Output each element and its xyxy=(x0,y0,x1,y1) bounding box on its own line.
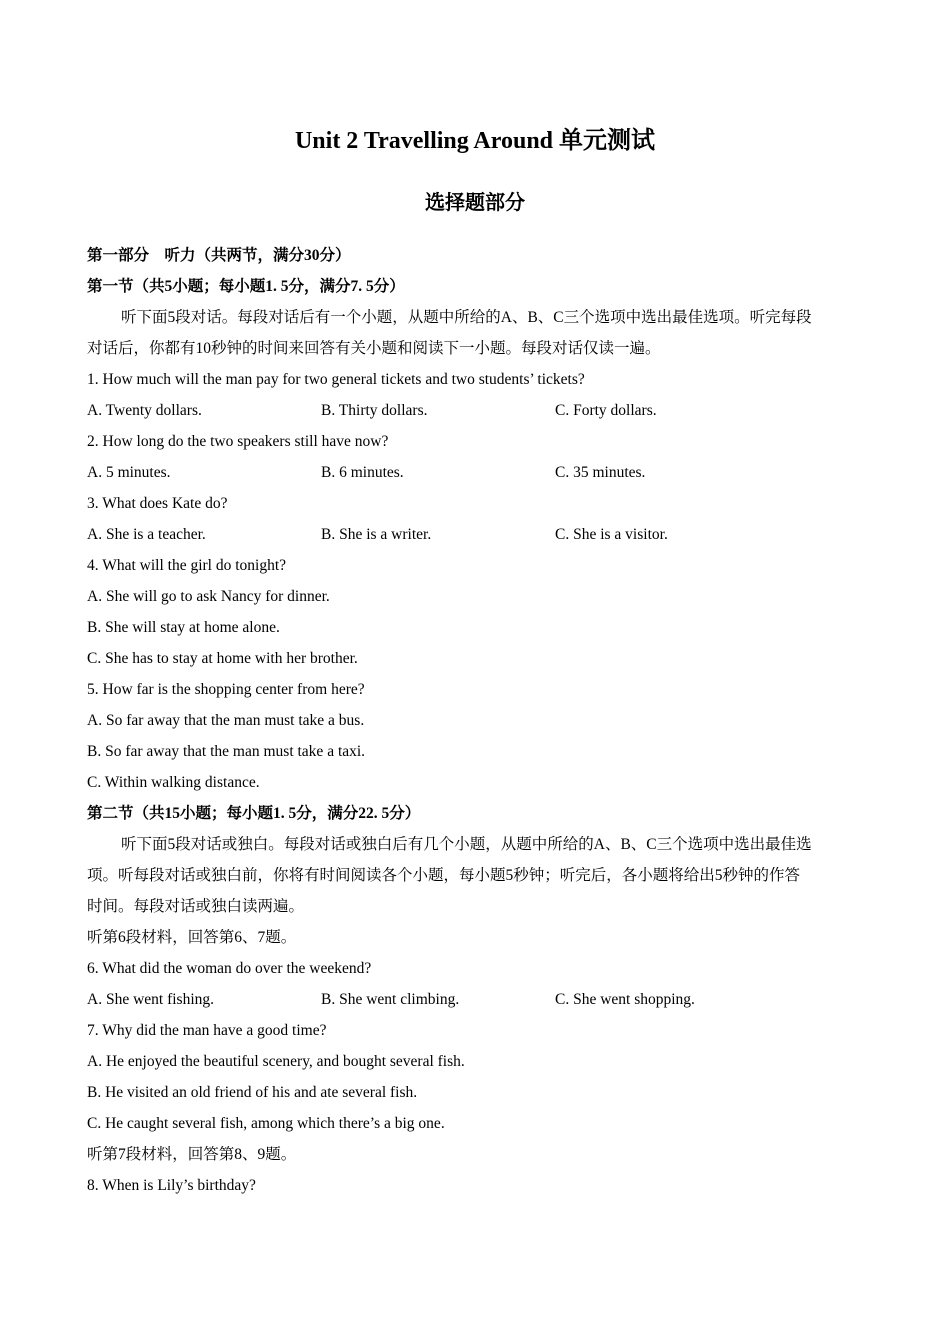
page-title: Unit 2 Travelling Around 单元测试 xyxy=(294,128,656,154)
question-stem: 6. What did the woman do over the weekend? xyxy=(87,960,372,977)
option-b: B. She went climbing. xyxy=(321,991,460,1008)
material-label: 听第6段材料，回答第6、7题。 xyxy=(87,929,297,946)
option-c: C. 35 minutes. xyxy=(555,464,646,481)
question-stem: 4. What will the girl do tonight? xyxy=(87,557,287,574)
option-b: B. She is a writer. xyxy=(321,526,432,543)
section2-instructions: 时间。每段对话或独白读两遍。 xyxy=(87,898,305,915)
option-c: C. She has to stay at home with her brother. xyxy=(87,650,358,667)
option-a: A. She will go to ask Nancy for dinner. xyxy=(87,588,330,605)
section2-instructions: 听下面5段对话或独白。每段对话或独白后有几个小题，从题中所给的A、B、C三个选项中选出最佳选 xyxy=(121,836,812,853)
question-options xyxy=(87,519,865,550)
option-c: C. Forty dollars. xyxy=(555,402,657,419)
option-c: C. Within walking distance. xyxy=(87,774,260,791)
option-c: C. She went shopping. xyxy=(555,991,695,1008)
question-options xyxy=(87,984,865,1015)
question-stem: 7. Why did the man have a good time? xyxy=(87,1022,327,1039)
section1-instructions: 听下面5段对话。每段对话后有一个小题，从题中所给的A、B、C三个选项中选出最佳选项。听完每段 xyxy=(121,309,812,326)
option-a: A. 5 minutes. xyxy=(87,464,171,481)
question-stem: 1. How much will the man pay for two general tickets and two students’ tickets? xyxy=(87,371,585,388)
question-stem: 5. How far is the shopping center from here? xyxy=(87,681,365,698)
option-b: B. He visited an old friend of his and ate several fish. xyxy=(87,1084,418,1101)
option-b: B. She will stay at home alone. xyxy=(87,619,280,636)
section2-instructions: 项。听每段对话或独白前，你将有时间阅读各个小题，每小题5秒钟；听完后，各小题将给出5秒钟的作答 xyxy=(87,867,801,884)
question-stem: 3. What does Kate do? xyxy=(87,495,228,512)
part1-heading: 第一部分 听力（共两节，满分30分） xyxy=(87,247,351,264)
option-a: A. She went fishing. xyxy=(87,991,215,1008)
option-a: A. She is a teacher. xyxy=(87,526,206,543)
option-b: B. So far away that the man must take a taxi. xyxy=(87,743,366,760)
question-stem: 8. When is Lily’s birthday? xyxy=(87,1177,256,1194)
question-options xyxy=(87,395,865,426)
section-subtitle: 选择题部分 xyxy=(425,192,525,214)
section1-heading: 第一节（共5小题；每小题1. 5分，满分7. 5分） xyxy=(87,278,405,295)
material-label: 听第7段材料，回答第8、9题。 xyxy=(87,1146,297,1163)
option-a: A. Twenty dollars. xyxy=(87,402,202,419)
option-b: B. Thirty dollars. xyxy=(321,402,428,419)
section1-instructions: 对话后，你都有10秒钟的时间来回答有关小题和阅读下一小题。每段对话仅读一遍。 xyxy=(87,340,661,357)
option-a: A. He enjoyed the beautiful scenery, and bought several fish. xyxy=(87,1053,465,1070)
document-body xyxy=(87,240,865,1201)
option-c: C. She is a visitor. xyxy=(555,526,668,543)
option-c: C. He caught several fish, among which there’s a big one. xyxy=(87,1115,445,1132)
question-options xyxy=(87,457,865,488)
option-a: A. So far away that the man must take a bus. xyxy=(87,712,365,729)
question-stem: 2. How long do the two speakers still have now? xyxy=(87,433,389,450)
section2-heading: 第二节（共15小题；每小题1. 5分，满分22. 5分） xyxy=(87,805,421,822)
option-b: B. 6 minutes. xyxy=(321,464,404,481)
